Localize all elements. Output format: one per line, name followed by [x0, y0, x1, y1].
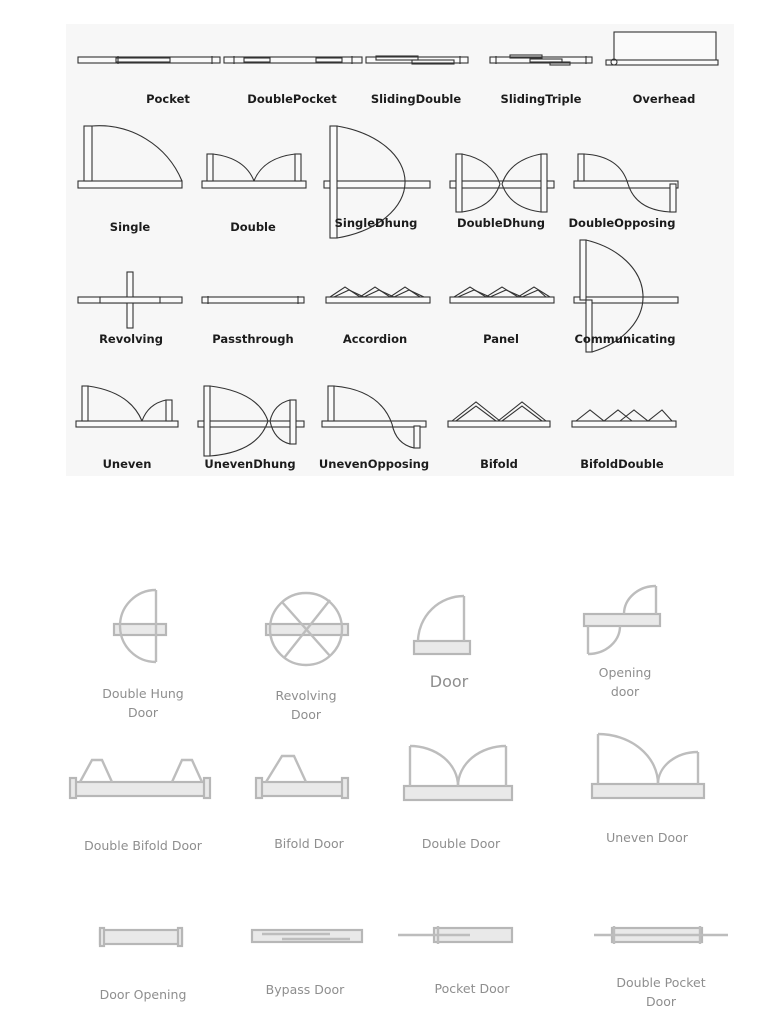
label-bifold-door: Bifold Door [274, 836, 344, 851]
door-symbol [414, 596, 470, 654]
label-passthrough: Passthrough [212, 332, 294, 346]
label-opening-door [599, 663, 652, 701]
label-overhead: Overhead [632, 92, 696, 106]
label-double-pocket-line2: Door [645, 994, 677, 1009]
label-double-hung-door [102, 684, 183, 722]
label-revolving-line2: Door [290, 707, 322, 722]
label-double-bifold-door: Double Bifold Door [84, 838, 202, 853]
label-double-opposing: DoubleOpposing [568, 216, 676, 230]
label-revolving-line1: Revolving [275, 688, 337, 703]
pocket-door-symbol [398, 926, 512, 944]
label-double-hung-line2: Door [127, 705, 159, 720]
label-revolving-door [275, 686, 336, 724]
door-opening-symbol [100, 928, 182, 946]
label-double-dhung: DoubleDhung [457, 216, 545, 230]
uneven-door-symbol [592, 734, 704, 798]
label-uneven-opposing: UnevenOpposing [318, 457, 430, 471]
label-sliding-double: SlidingDouble [370, 92, 462, 106]
label-pocket: Pocket [146, 92, 190, 106]
label-single: Single [109, 220, 151, 234]
opening-door-symbol [584, 586, 660, 654]
label-double-pocket-door [616, 973, 705, 1011]
label-opening-line2: door [610, 684, 640, 699]
label-opening-line1: Opening [598, 665, 652, 680]
label-double: Double [230, 220, 276, 234]
label-double-hung-line1: Double Hung [102, 686, 184, 701]
revolving-door-symbol [266, 593, 348, 665]
label-door: Door [429, 672, 469, 691]
bypass-door-symbol [252, 930, 362, 942]
label-double-pocket-line1: Double Pocket [616, 975, 706, 990]
label-revolving: Revolving [99, 332, 163, 346]
label-pocket-door: Pocket Door [434, 981, 510, 996]
label-door-opening: Door Opening [99, 987, 187, 1002]
double-door-symbol [404, 746, 512, 800]
label-uneven-door: Uneven Door [606, 830, 688, 845]
label-sliding-triple: SlidingTriple [500, 92, 582, 106]
label-communicating: Communicating [574, 332, 676, 346]
label-accordion: Accordion [342, 332, 408, 346]
label-single-dhung: SingleDhung [334, 216, 418, 230]
double-hung-door-symbol [114, 590, 166, 662]
label-double-pocket: DoublePocket [247, 92, 337, 106]
double-bifold-door-symbol [70, 760, 210, 798]
label-uneven: Uneven [102, 457, 152, 471]
double-pocket-door-symbol [594, 926, 728, 944]
label-panel: Panel [483, 332, 519, 346]
label-uneven-dhung: UnevenDhung [204, 457, 296, 471]
label-bypass-door: Bypass Door [265, 982, 345, 997]
label-bifold-double: BifoldDouble [580, 457, 664, 471]
bifold-door-symbol [256, 756, 348, 798]
label-double-door: Double Door [421, 836, 501, 851]
label-bifold: Bifold [480, 457, 518, 471]
